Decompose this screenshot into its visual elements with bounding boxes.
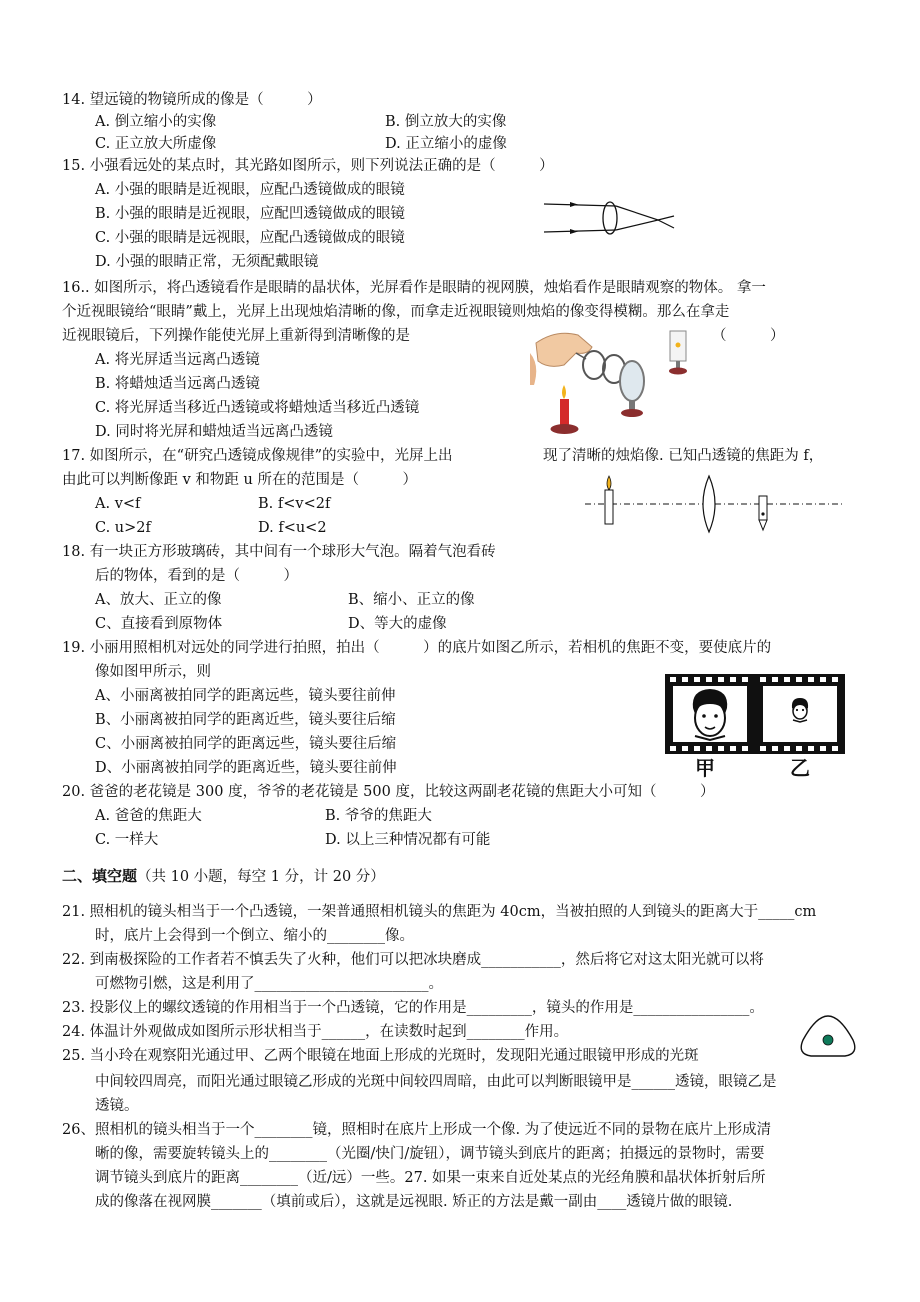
q15-stem: 15. 小强看远处的某点时，其光路如图所示，则下列说法正确的是（ ） [62,158,554,174]
q16-option-b: B. 将蜡烛适当远离凸透镜 [95,376,260,392]
q22-line1: 22. 到南极探险的工作者若不慎丢失了火种，他们可以把冰块磨成___________，然后将它对这太阳光就可以将 [62,952,764,968]
q15-option-c: C. 小强的眼睛是远视眼，应配凸透镜做成的眼镜 [95,230,405,246]
q25-line3: 透镜。 [95,1098,139,1114]
q17-line2: 由此可以判断像距 v 和物距 u 所在的范围是（ ） [62,472,417,488]
q16-option-c: C. 将光屏适当移近凸透镜或将蜡烛适当移近凸透镜 [95,400,420,416]
q26-line2: 晰的像，需要旋转镜头上的________（光圈/快门/旋钮），调节镜头到底片的距离；拍摄远的景物时，需要 [95,1146,765,1162]
q14-option-c: C. 正立放大所虚像 [95,136,217,152]
q14-stem: 14. 望远镜的物镜所成的像是（ ） [62,92,322,108]
q25-line1: 25. 当小玲在观察阳光通过甲、乙两个眼镜在地面上形成的光斑时，发现阳光通过眼镜甲形成的光斑 [62,1048,699,1064]
section-title: 二、填空题 [62,867,138,885]
q15-option-a: A. 小强的眼睛是近视眼，应配凸透镜做成的眼镜 [95,182,405,198]
q16-option-d: D. 同时将光屏和蜡烛适当远离凸透镜 [95,424,333,440]
q18-option-d: D、等大的虚像 [348,616,447,632]
q23-line1: 23. 投影仪上的螺纹透镜的作用相当于一个凸透镜，它的作用是_________，镜头的作用是________________。 [62,1000,764,1016]
q17-option-d: D. f<u<2 [258,520,327,536]
q16-line3: 近视眼镜后，下列操作能使光屏上重新得到清晰像的是 [62,328,410,344]
q20-option-c: C. 一样大 [95,832,159,848]
eye-lens-diagram [540,192,680,244]
q18-option-a: A、放大、正立的像 [95,592,222,608]
optical-bench-diagram [585,472,845,534]
film-label-yi: 乙 [790,756,810,780]
q26-line4: 成的像落在视网膜_______（填前或后），这就是远视眼. 矫正的方法是戴一副由____透镜片做的眼镜. [95,1194,733,1210]
q20-option-b: B. 爷爷的焦距大 [325,808,432,824]
q15-option-b: B. 小强的眼睛是近视眼，应配凹透镜做成的眼镜 [95,206,405,222]
film-label-jia: 甲 [695,756,715,780]
q22-line2: 可燃物引燃，这是利用了________________________。 [95,976,443,992]
q18-option-b: B、缩小、正立的像 [348,592,475,608]
q14-option-d: D. 正立缩小的虚像 [385,136,507,152]
q26-line1: 26、照相机的镜头相当于一个________镜，照相时在底片上形成一个像. 为了使远近不同的景物在底片上形成清 [62,1122,772,1138]
q16-answer-paren: （ ） [712,328,785,344]
q17-line1a: 17. 如图所示，在“研究凸透镜成像规律”的实验中，光屏上出 [62,448,453,464]
q19-option-c: C、小丽离被拍同学的距离远些，镜头要往后缩 [95,736,397,752]
q20-option-d: D. 以上三种情况都有可能 [325,832,491,848]
q15-option-d: D. 小强的眼睛正常，无须配戴眼镜 [95,254,319,270]
q20-option-a: A. 爸爸的焦距大 [95,808,202,824]
q21-line1: 21. 照相机的镜头相当于一个凸透镜，一架普通照相机镜头的焦距为 40cm，当被拍照的人到镜头的距离大于_____cm [62,904,817,920]
q17-option-a: A. v<f [95,496,141,512]
q20-stem: 20. 爸爸的老花镜是 300 度，爷爷的老花镜是 500 度，比较这两副老花镜的焦距大小可知（ ） [62,784,715,800]
q24-line1: 24. 体温计外观做成如图所示形状相当于______，在读数时起到________作用。 [62,1024,569,1040]
q21-line2: 时，底片上会得到一个倒立、缩小的________像。 [95,928,414,944]
q14-option-a: A. 倒立缩小的实像 [95,114,217,130]
q17-option-c: C. u>2f [95,520,151,536]
q26-line3: 调节镜头到底片的距离________（近/远）一些。27. 如果一束来自近处某点的光经角膜和晶状体折射后所 [95,1170,766,1186]
q19-option-b: B、小丽离被拍同学的距离近些，镜头要往后缩 [95,712,396,728]
q16-line1: 16.. 如图所示，将凸透镜看作是眼睛的晶状体，光屏看作是眼睛的视网膜，烛焰看作是眼睛观察的物体。 拿一 [62,280,766,296]
q16-option-a: A. 将光屏适当远离凸透镜 [95,352,260,368]
section-note: （共 10 小题，每空 1 分，计 20 分） [137,869,385,885]
section-heading [62,866,385,887]
film-negative-yi [755,674,845,754]
q17-option-b: B. f<v<2f [258,496,331,512]
q16-line2: 个近视眼镜给“眼睛”戴上，光屏上出现烛焰清晰的像，而拿走近视眼镜则烛焰的像变得模糊。那么在拿走 [62,304,730,320]
q18-line2: 后的物体，看到的是（ ） [95,568,298,584]
q14-option-b: B. 倒立放大的实像 [385,114,507,130]
thermometer-cross-section [795,1012,861,1060]
q19-option-a: A、小丽离被拍同学的距离远些，镜头要往前伸 [95,688,396,704]
q19-option-d: D、小丽离被拍同学的距离近些，镜头要往前伸 [95,760,397,776]
q18-option-c: C、直接看到原物体 [95,616,223,632]
q17-line1b: 现了清晰的烛焰像. 已知凸透镜的焦距为 f， [543,448,824,464]
q19-line1: 19. 小丽用照相机对远处的同学进行拍照，拍出（ ）的底片如图乙所示，若相机的焦距不变，要使底片的 [62,640,772,656]
candle-lens-screen-photo [530,325,700,440]
film-negative-jia [665,674,755,754]
q18-line1: 18. 有一块正方形玻璃砖，其中间有一个球形大气泡。隔着气泡看砖 [62,544,496,560]
q19-line2: 像如图甲所示，则 [95,664,211,680]
q25-line2: 中间较四周亮，而阳光通过眼镜乙形成的光斑中间较四周暗，由此可以判断眼镜甲是______透镜，眼镜乙是 [95,1074,777,1090]
